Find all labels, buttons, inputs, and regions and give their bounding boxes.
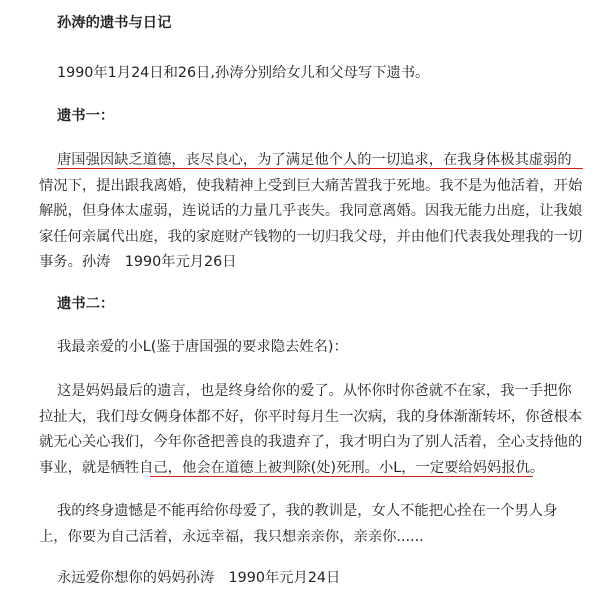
letter2-closing: 永远爱你想你的妈妈孙涛 1990年元月24日 bbox=[57, 570, 341, 586]
letter2-line: 事业，就是牺牲自己，他会在道德上被判除(处)死刑。小L，一定要给妈妈报仇。 bbox=[39, 460, 545, 476]
intro-text: 1990年1月24日和26日,孙涛分别给女儿和父母写下遗书。 bbox=[57, 65, 430, 81]
letter2-line: 我的终身遗憾是不能再给你母爱了，我的教训是，女人不能把心拴在一个男人身 bbox=[57, 503, 558, 519]
letter1-line: 情况下，提出跟我离婚，使我精神上受到巨大痛苦置我于死地。我不是为他活着，开始 bbox=[39, 178, 583, 194]
red-underline bbox=[57, 168, 583, 169]
letter1-heading: 遗书一： bbox=[57, 108, 115, 124]
letter2-line: 上，你要为自己活着，永远幸福，我只想亲亲你，亲亲你...... bbox=[39, 529, 424, 545]
document-title: 孙涛的遗书与日记 bbox=[57, 15, 172, 31]
letter2-line: 这是妈妈最后的遗言，也是终身给你的爱了。从怀你时你爸就不在家，我一手把你 bbox=[57, 383, 572, 399]
red-underline bbox=[150, 476, 533, 477]
letter2-salutation: 我最亲爱的小L(鉴于唐国强的要求隐去姓名)： bbox=[57, 339, 348, 355]
letter1-line: 事务。孙涛 1990年元月26日 bbox=[39, 254, 237, 270]
letter1-line: 家任何亲属代出庭，我的家庭财产钱物的一切归我父母，并由他们代表我处理我的一切 bbox=[39, 229, 583, 245]
letter2-line: 就无心关心我们，今年你爸把善良的我遗弃了，我才明白为了别人活着，全心支持他的 bbox=[39, 434, 583, 450]
letter1-line: 解脱，但身体太虚弱，连说话的力量几乎丧失。我同意离婚。因我无能力出庭，让我娘 bbox=[39, 203, 583, 219]
letter2-line: 拉扯大，我们母女俩身体都不好，你平时每月生一次病，我的身体渐渐转坏，你爸根本 bbox=[39, 409, 583, 425]
letter2-heading: 遗书二： bbox=[57, 296, 115, 312]
letter1-line: 唐国强因缺乏道德，丧尽良心，为了满足他个人的一切追求，在我身体极其虚弱的 bbox=[57, 152, 572, 168]
